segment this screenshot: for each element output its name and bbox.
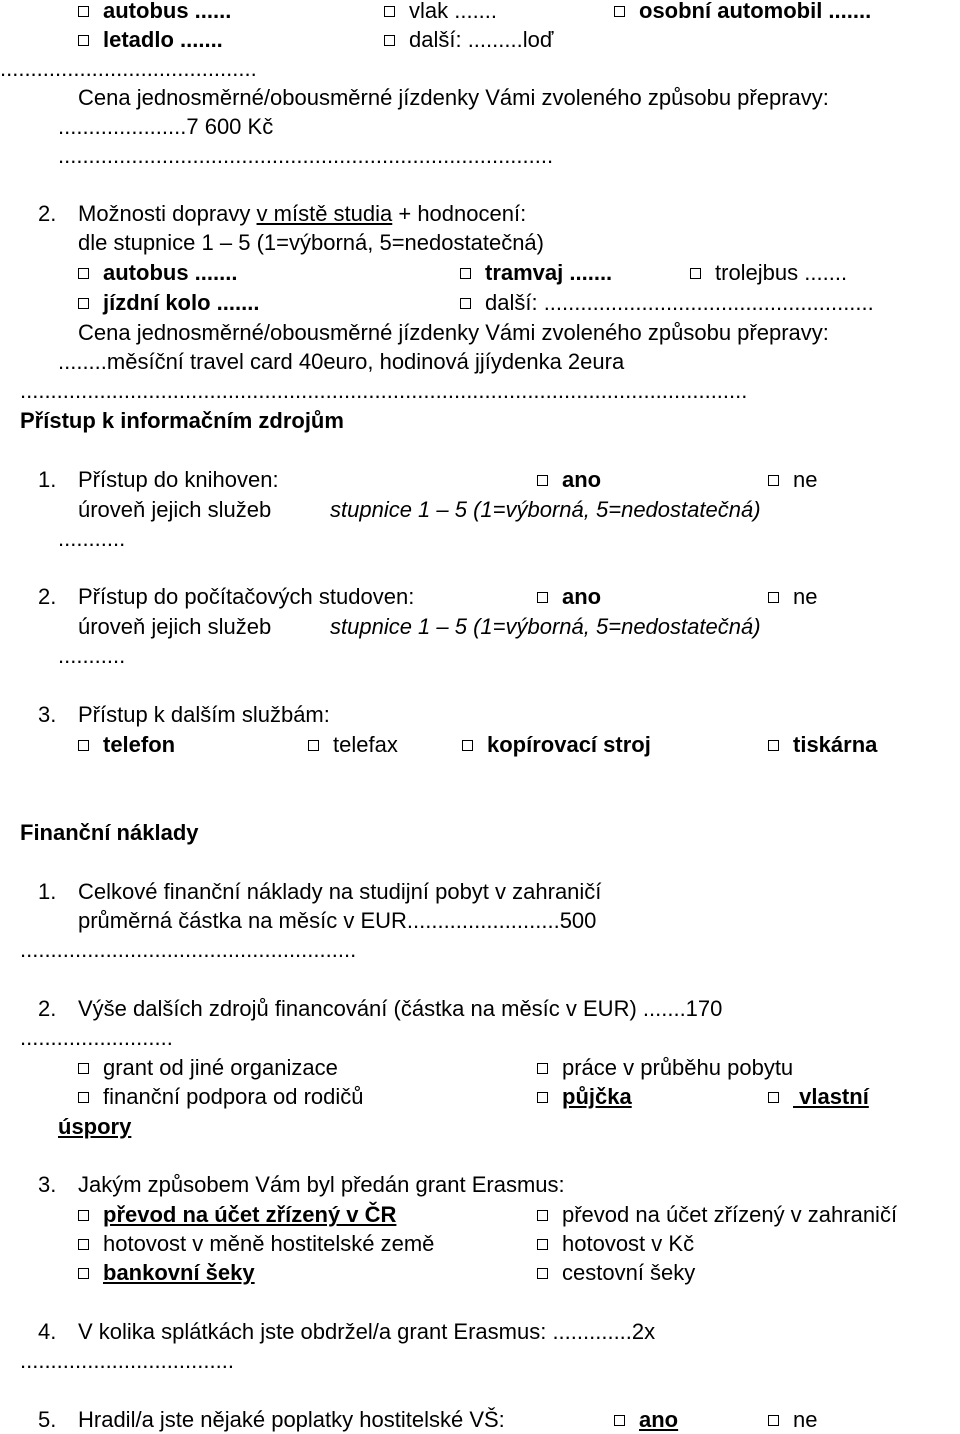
option-no[interactable]: ne bbox=[768, 584, 817, 610]
question-number: 2. bbox=[38, 996, 57, 1021]
checkbox-icon[interactable] bbox=[537, 592, 548, 603]
checkbox-icon[interactable] bbox=[768, 740, 779, 751]
question-number: 5. bbox=[38, 1407, 57, 1432]
option-other[interactable]: další: .........loď bbox=[384, 27, 553, 53]
checkbox-icon[interactable] bbox=[78, 1063, 89, 1074]
checkbox-icon[interactable] bbox=[537, 1239, 548, 1250]
section-heading: Finanční náklady bbox=[20, 820, 199, 845]
checkbox-icon[interactable] bbox=[768, 592, 779, 603]
option-copier[interactable]: kopírovací stroj bbox=[462, 732, 651, 758]
option-yes[interactable]: ano bbox=[537, 584, 601, 610]
option-cash-czk[interactable]: hotovost v Kč bbox=[537, 1231, 694, 1257]
option-bank-cheques[interactable]: bankovní šeky bbox=[78, 1260, 255, 1286]
checkbox-icon[interactable] bbox=[384, 6, 395, 17]
rating-scale: stupnice 1 – 5 (1=výborná, 5=nedostatečná) bbox=[330, 497, 761, 522]
question-number: 3. bbox=[38, 702, 57, 727]
option-no[interactable]: ne bbox=[768, 467, 817, 493]
checkbox-icon[interactable] bbox=[460, 268, 471, 279]
section-heading: Přístup k informačním zdrojům bbox=[20, 408, 344, 433]
checkbox-icon[interactable] bbox=[460, 298, 471, 309]
checkbox-icon[interactable] bbox=[768, 1092, 779, 1103]
question-label: Výše dalších zdrojů financování (částka na měsíc v EUR) .......170 bbox=[78, 996, 723, 1021]
option-transfer-abroad[interactable]: převod na účet zřízený v zahraničí bbox=[537, 1202, 897, 1228]
price-label: Cena jednosměrné/obousměrné jízdenky Vámi zvoleného způsobu přepravy: bbox=[78, 320, 829, 345]
checkbox-icon[interactable] bbox=[78, 1210, 89, 1221]
option-other[interactable]: další: ...................................................... bbox=[460, 290, 874, 316]
option-printer[interactable]: tiskárna bbox=[768, 732, 877, 758]
answer-dots: ....................................................... bbox=[20, 937, 357, 962]
option-bicycle[interactable]: jízdní kolo ....... bbox=[78, 290, 259, 316]
option-cash-host[interactable]: hotovost v měně hostitelské země bbox=[78, 1231, 434, 1257]
option-plane[interactable]: letadlo ....... bbox=[78, 27, 223, 53]
option-yes[interactable]: ano bbox=[537, 467, 601, 493]
checkbox-icon[interactable] bbox=[537, 1092, 548, 1103]
option-trolleybus[interactable]: trolejbus ....... bbox=[690, 260, 847, 286]
option-grant[interactable]: grant od jiné organizace bbox=[78, 1055, 338, 1081]
answer-dots: ........... bbox=[58, 643, 126, 668]
option-phone[interactable]: telefon bbox=[78, 732, 175, 758]
option-yes[interactable]: ano bbox=[614, 1407, 678, 1433]
option-own-savings[interactable]: vlastní bbox=[768, 1084, 869, 1110]
checkbox-icon[interactable] bbox=[537, 1063, 548, 1074]
checkbox-icon[interactable] bbox=[614, 6, 625, 17]
service-level-label: úroveň jejich služeb bbox=[78, 614, 272, 639]
question-number: 1. bbox=[38, 467, 57, 492]
checkbox-icon[interactable] bbox=[537, 475, 548, 486]
question-number: 1. bbox=[38, 879, 57, 904]
option-transfer-cz[interactable]: převod na účet zřízený v ČR bbox=[78, 1202, 396, 1228]
service-level-label: úroveň jejich služeb bbox=[78, 497, 272, 522]
question-label: V kolika splátkách jste obdržel/a grant Erasmus: .............2x bbox=[78, 1319, 656, 1344]
option-train[interactable]: vlak ....... bbox=[384, 0, 497, 24]
checkbox-icon[interactable] bbox=[78, 6, 89, 17]
question-title: Možnosti dopravy v místě studia + hodnocení: bbox=[78, 201, 527, 226]
checkbox-icon[interactable] bbox=[78, 1268, 89, 1279]
checkbox-icon[interactable] bbox=[308, 740, 319, 751]
price-value: .....................7 600 Kč bbox=[58, 114, 274, 139]
answer-dots: ......................... bbox=[20, 1025, 173, 1050]
dots-line: ....................................................................................................................... bbox=[20, 378, 748, 403]
checkbox-icon[interactable] bbox=[614, 1415, 625, 1426]
option-loan[interactable]: půjčka bbox=[537, 1084, 632, 1110]
rating-scale: stupnice 1 – 5 (1=výborná, 5=nedostatečná) bbox=[330, 614, 761, 639]
rating-scale: dle stupnice 1 – 5 (1=výborná, 5=nedostatečná) bbox=[78, 230, 544, 255]
checkbox-icon[interactable] bbox=[78, 1239, 89, 1250]
checkbox-icon[interactable] bbox=[78, 268, 89, 279]
option-bus[interactable]: autobus ...... bbox=[78, 0, 231, 24]
question-label: Přístup do knihoven: bbox=[78, 467, 279, 492]
checkbox-icon[interactable] bbox=[768, 475, 779, 486]
question-label: Celkové finanční náklady na studijní pobyt v zahraničí bbox=[78, 879, 602, 904]
option-travel-cheques[interactable]: cestovní šeky bbox=[537, 1260, 695, 1286]
question-number: 3. bbox=[38, 1172, 57, 1197]
checkbox-icon[interactable] bbox=[537, 1210, 548, 1221]
question-label: Přístup k dalším službám: bbox=[78, 702, 330, 727]
checkbox-icon[interactable] bbox=[462, 740, 473, 751]
question-label: Hradil/a jste nějaké poplatky hostitelské VŠ: bbox=[78, 1407, 505, 1432]
question-number: 2. bbox=[38, 584, 57, 609]
checkbox-icon[interactable] bbox=[384, 35, 395, 46]
option-fax[interactable]: telefax bbox=[308, 732, 398, 758]
answer-dots: ........... bbox=[58, 526, 126, 551]
checkbox-icon[interactable] bbox=[537, 1268, 548, 1279]
answer-dots: ................................... bbox=[20, 1348, 234, 1373]
dots-line: ................................................................................. bbox=[58, 143, 554, 168]
option-parents[interactable]: finanční podpora od rodičů bbox=[78, 1084, 364, 1110]
option-tram[interactable]: tramvaj ....... bbox=[460, 260, 612, 286]
price-label: Cena jednosměrné/obousměrné jízdenky Vámi zvoleného způsobu přepravy: bbox=[78, 85, 829, 110]
question-number: 4. bbox=[38, 1319, 57, 1344]
answer-line: průměrná částka na měsíc v EUR.........................500 bbox=[78, 908, 597, 933]
checkbox-icon[interactable] bbox=[78, 1092, 89, 1103]
option-own-savings-cont: úspory bbox=[58, 1114, 132, 1139]
checkbox-icon[interactable] bbox=[768, 1415, 779, 1426]
option-work[interactable]: práce v průběhu pobytu bbox=[537, 1055, 793, 1081]
question-label: Jakým způsobem Vám byl předán grant Erasmus: bbox=[78, 1172, 565, 1197]
checkbox-icon[interactable] bbox=[690, 268, 701, 279]
option-bus[interactable]: autobus ....... bbox=[78, 260, 237, 286]
checkbox-icon[interactable] bbox=[78, 35, 89, 46]
question-number: 2. bbox=[38, 201, 57, 226]
checkbox-icon[interactable] bbox=[78, 740, 89, 751]
price-value: ........měsíční travel card 40euro, hodinová jjíydenka 2eura bbox=[58, 349, 625, 374]
option-car[interactable]: osobní automobil ....... bbox=[614, 0, 871, 24]
question-label: Přístup do počítačových studoven: bbox=[78, 584, 415, 609]
checkbox-icon[interactable] bbox=[78, 298, 89, 309]
option-no[interactable]: ne bbox=[768, 1407, 817, 1433]
dots-line: .......................................... bbox=[0, 56, 257, 81]
